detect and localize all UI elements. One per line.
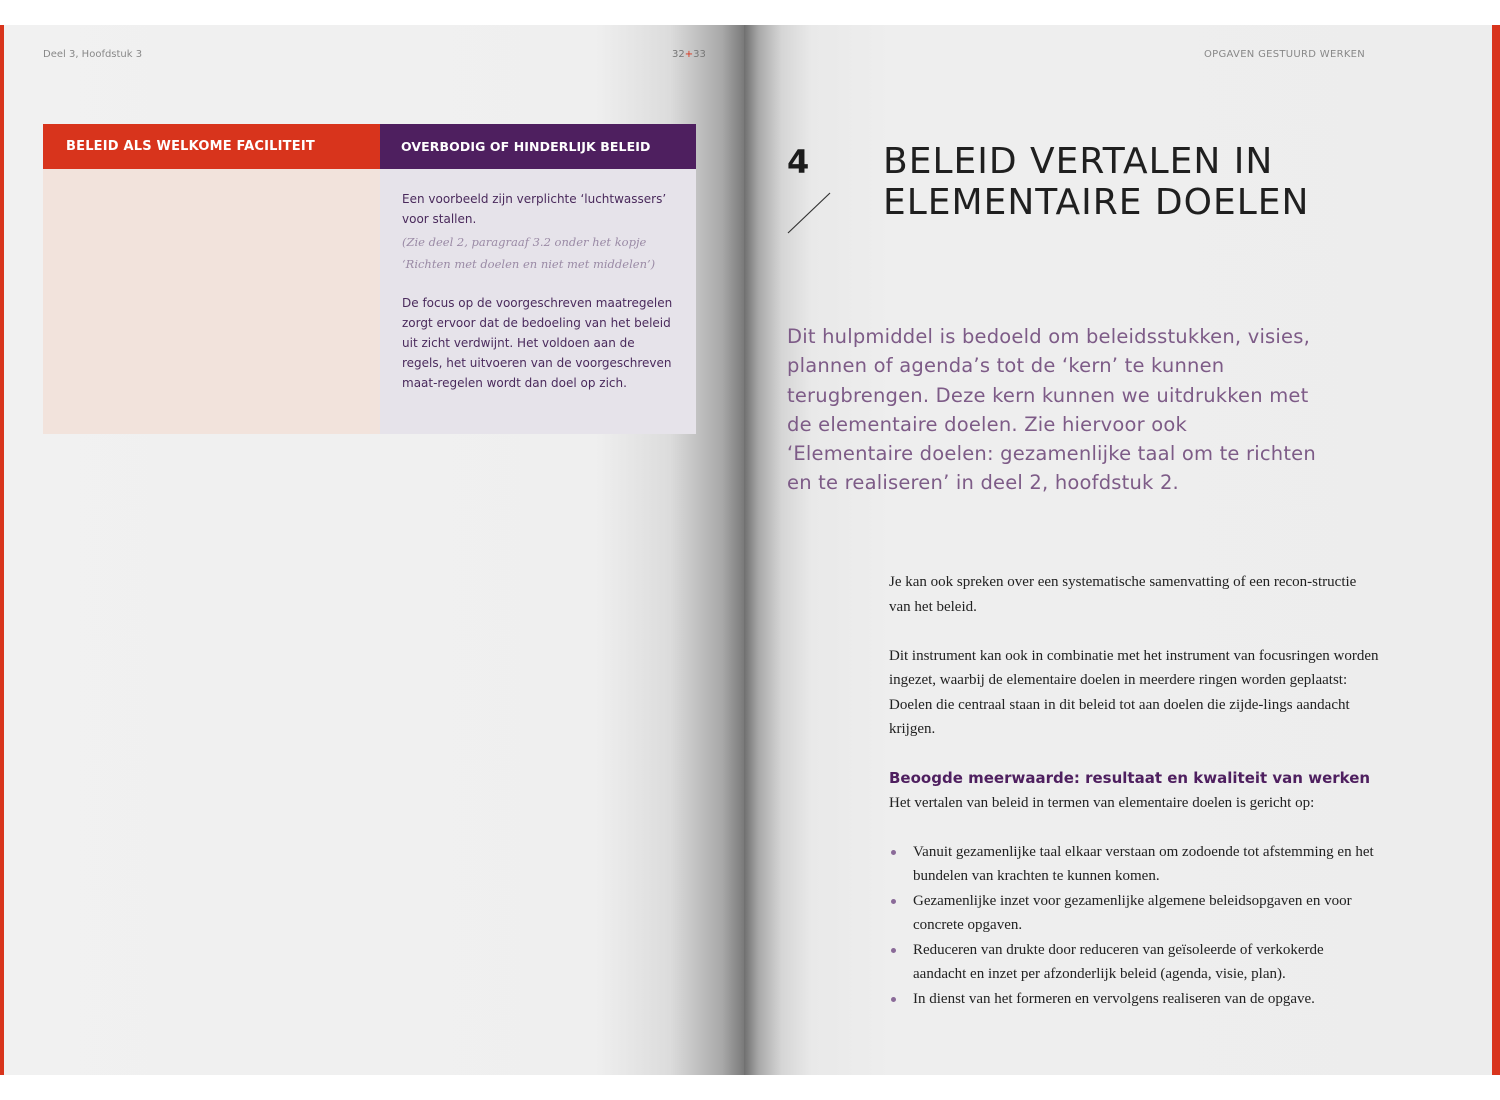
list-item — [889, 987, 1379, 1012]
page-number-left: 32 — [672, 49, 685, 60]
left-page — [4, 25, 744, 1075]
list-item-text: In dienst van het formeren en vervolgens realiseren van de opgave. — [913, 990, 1315, 1007]
column-welcome-facility — [43, 124, 380, 434]
list-item-text: Gezamenlijke inzet voor gezamenlijke algemene beleidsopgaven en voor concrete opgaven. — [913, 892, 1352, 933]
body-paragraph-1: Je kan ook spreken over een systematische samenvatting of een recon-structie van het beleid. — [889, 574, 1357, 615]
cell-explanation-text: De focus op de voorgeschreven maatregelen zorgt ervoor dat de bedoeling van het beleid uit zicht verdwijnt. Het voldoen aan de regels, het uitvoeren van de voorgeschreven maat-regelen wordt dan doel op zich. — [402, 296, 673, 390]
page-numbers — [672, 49, 706, 60]
chapter-title — [883, 141, 1403, 223]
running-head-left: Deel 3, Hoofdstuk 3 — [43, 49, 143, 60]
cell-example-text: Een voorbeeld zijn verplichte ‘luchtwassers’ voor stallen. — [402, 192, 667, 226]
cell-reference-text: (Zie deel 2, paragraaf 3.2 onder het kopje ‘Richten met doelen en niet met middelen’) — [402, 235, 656, 271]
column-header-redundant-policy: OVERBODIG OF HINDERLIJK BELEID — [380, 124, 696, 169]
bullet-dot-icon — [891, 997, 896, 1002]
column-redundant-policy — [380, 124, 696, 434]
chapter-title-line-1: BELEID VERTALEN IN — [883, 141, 1274, 182]
column-header-welcome-facility: BELEID ALS WELKOME FACILITEIT — [43, 124, 380, 169]
column-body-welcome-facility — [43, 169, 380, 434]
running-head-right: OPGAVEN GESTUURD WERKEN — [1204, 49, 1366, 60]
body-text — [889, 570, 1379, 1011]
page-number-right: 33 — [693, 49, 706, 60]
bullet-dot-icon — [891, 948, 896, 953]
bullet-dot-icon — [891, 899, 896, 904]
right-page — [744, 25, 1492, 1075]
body-paragraph-2: Dit instrument kan ook in combinatie met het instrument van focusringen worden ingezet, waarbij de elementaire doelen in meerdere ringen worden geplaatst: Doelen die centraal staan in dit beleid tot aan doelen die zijde-lings aandacht krijgen. — [889, 647, 1379, 737]
chapter-number: 4 — [787, 143, 810, 181]
intro-paragraph: Het vertalen van beleid in termen van elementaire doelen is gericht op: — [889, 794, 1315, 811]
page-number-separator: + — [684, 49, 694, 60]
comparison-table — [43, 124, 696, 434]
cover-edge-right — [1492, 25, 1500, 1075]
bullet-list — [889, 840, 1379, 1012]
list-item — [889, 938, 1379, 987]
list-item-text: Vanuit gezamenlijke taal elkaar verstaan om zodoende tot afstemming en het bundelen van krachten te kunnen komen. — [913, 843, 1374, 884]
chapter-title-line-2: ELEMENTAIRE DOELEN — [883, 182, 1310, 223]
column-body-redundant-policy — [380, 169, 696, 434]
list-item — [889, 889, 1379, 938]
book-spread — [0, 25, 1500, 1075]
lead-paragraph: Dit hulpmiddel is bedoeld om beleidsstukken, visies, plannen of agenda’s tot de ‘kern’ te kunnen terugbrengen. Deze kern kunnen we uitdrukken met de elementaire doelen. Zie hiervoor ook ‘Elementaire doelen: gezamenlijke taal om te richten en te realiseren’ in deel 2, hoofdstuk 2. — [787, 325, 1316, 495]
list-item — [889, 840, 1379, 889]
section-subheading: Beoogde meerwaarde: resultaat en kwaliteit van werken — [889, 769, 1371, 787]
list-item-text: Reduceren van drukte door reduceren van geïsoleerde of verkokerde aandacht en inzet per afzonderlijk beleid (agenda, visie, plan). — [913, 941, 1324, 982]
bullet-dot-icon — [891, 850, 896, 855]
chapter-slash-mark — [786, 191, 834, 235]
